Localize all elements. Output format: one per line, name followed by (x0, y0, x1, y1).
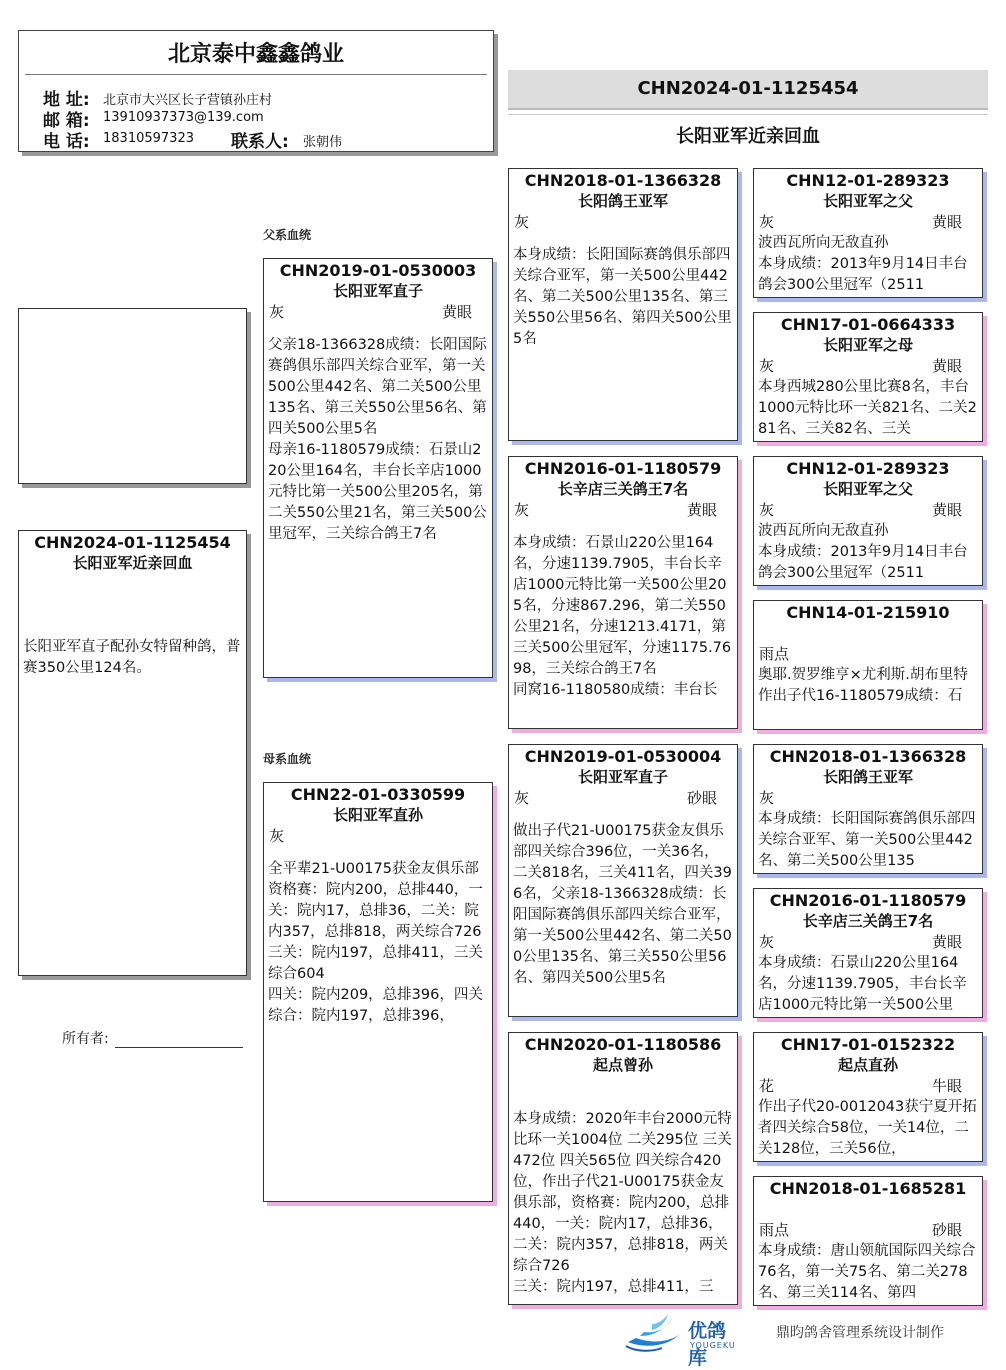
address-label: 地 址: (43, 90, 90, 110)
bird-name: 长阳亚军直孙 (332, 806, 423, 824)
eye-type: 黄眼 (931, 357, 962, 375)
banner-divider (508, 114, 988, 115)
eye-type: 黄眼 (686, 501, 717, 519)
ring-number: CHN2019-01-0530003 (279, 261, 477, 280)
plumage-color: 灰 (514, 213, 530, 231)
breeder-name: 北京泰中鑫鑫鸽业 (167, 42, 344, 67)
ring-number: CHN2020-01-1180586 (524, 1035, 722, 1054)
email-value: 13910937373@139.com (103, 110, 264, 125)
plumage-color: 灰 (759, 789, 775, 807)
eye-type: 黄眼 (441, 303, 472, 321)
bird-name: 长阳亚军直子 (332, 282, 423, 300)
sire-card (263, 258, 493, 678)
bird-name: 起点直孙 (837, 1056, 898, 1074)
youge-logo (622, 1312, 742, 1369)
header-divider (25, 74, 487, 75)
eye-type: 黄眼 (931, 213, 962, 231)
ring-number: CHN2019-01-0530004 (524, 747, 722, 766)
eye-type: 砂眼 (931, 1221, 962, 1239)
great-grandparent-card (753, 600, 983, 730)
plumage-color: 雨点 (759, 1221, 790, 1239)
bird-notes: 全平辈21-U00175获金友俱乐部资格赛：院内200，总排440，一关：院内17，总排36，二关：院内357，总排818，两关综合726 三关：院内197，总排411，三关综合604 四关：院内209，总排396，四关综合：院内197，总排396， (268, 861, 483, 1024)
great-grandparent-card (753, 888, 983, 1018)
bird-name (754, 623, 982, 643)
ring-number: CHN17-01-0152322 (780, 1035, 956, 1054)
ring-number: CHN2018-01-1366328 (769, 747, 967, 766)
bird-notes: 波西瓦所向无敌直孙 本身成绩：2013年9月14日丰台鸽会300公里冠军（2511 (758, 523, 968, 581)
bird-notes: 奥耶.贺罗维亨×尤利斯.胡布里特 作出子代16-1180579成绩：石 (758, 667, 968, 704)
ring-number: CHN22-01-0330599 (290, 785, 466, 804)
plumage-color: 灰 (269, 827, 285, 845)
great-grandparent-card (753, 456, 983, 586)
phone-label: 电 话: (43, 132, 90, 152)
bird-notes: 本身成绩：石景山220公里164名，分速1139.7905，丰台长辛店1000元特比第一关500公里 (758, 955, 967, 1013)
ring-number: CHN2018-01-1685281 (769, 1179, 967, 1198)
great-grandparent-card (753, 744, 983, 874)
grandsire-paternal-card (508, 168, 738, 441)
owner-field (62, 1028, 243, 1048)
eye-type: 砂眼 (686, 789, 717, 807)
plumage-color: 灰 (514, 789, 530, 807)
phone-value: 18310597323 (103, 131, 194, 146)
bird-notes: 本身成绩：石景山220公里164名，分速1139.7905，丰台长辛店1000元特比第一关500公里205名，分速867.296，第二关550公里21名，分速1213.4171，第三关500公里冠军，分速1175.7698，三关综合鸽王7名 同窝16-1180580成绩：丰台长 (513, 535, 732, 698)
bird-name: 长阳亚军近亲回血 (72, 554, 193, 572)
bird-name: 长辛店三关鸽王7名 (802, 912, 934, 930)
bird-notes: 波西瓦所向无敌直孙 本身成绩：2013年9月14日丰台鸽会300公里冠军（2511 (758, 235, 968, 293)
bird-notes: 本身成绩：长阳国际赛鸽俱乐部四关综合亚军，第一关500公里442名、第二关500公里135名、第三关550公里56名、第四关500公里5名 (513, 247, 732, 347)
subject-bird-card (18, 530, 247, 976)
plumage-color: 雨点 (759, 645, 790, 663)
breeder-header (18, 30, 494, 152)
plumage-color: 灰 (514, 501, 530, 519)
bird-swirl-icon (622, 1312, 686, 1354)
great-grandparent-card (753, 1176, 983, 1306)
ring-number: CHN17-01-0664333 (780, 315, 956, 334)
plumage-color: 灰 (269, 303, 285, 321)
plumage-color: 灰 (759, 933, 775, 951)
great-grandparent-card (753, 168, 983, 298)
contact-label: 联系人: (231, 132, 289, 152)
bird-notes: 作出子代20-0012043获宁夏开拓者四关综合58位，一关14位，二关128位，三关56位， (758, 1099, 977, 1157)
ring-number: CHN12-01-289323 (786, 171, 950, 190)
contact-value: 张朝伟 (303, 135, 343, 150)
eye-type: 牛眼 (931, 1077, 962, 1095)
bird-notes: 本身成绩：2020年丰台2000元特比环一关1004位 二关295位 三关472位 四关565位 四关综合420位，作出子代21-U00175获金友俱乐部，资格赛：院内200，总排440，一关：院内17，总排36，二关：院内357，总排818，两关综合726 三关：院内197，总排411，三 (513, 1111, 732, 1295)
dam-card (263, 782, 493, 1202)
pedigree-title: 长阳亚军近亲回血 (676, 126, 820, 147)
bird-name: 长阳鸽王亚军 (577, 192, 668, 210)
plumage-color: 灰 (759, 357, 775, 375)
ring-number: CHN14-01-215910 (786, 603, 950, 622)
bird-name: 长辛店三关鸽王7名 (557, 480, 689, 498)
bird-notes: 本身成绩：唐山领航国际四关综合76名，第一关75名、第二关278名、第三关114名、第四 (758, 1243, 976, 1301)
logo-text: 优鸽库 (688, 1320, 727, 1369)
great-grandparent-card (753, 1032, 983, 1162)
owner-signature-line (115, 1033, 243, 1048)
bird-name: 起点曾孙 (592, 1056, 653, 1074)
bird-name: 长阳亚军之父 (822, 480, 913, 498)
eye-type: 黄眼 (931, 933, 962, 951)
bird-notes: 长阳亚军直子配孙女特留种鸽，普赛350公里124名。 (23, 639, 241, 676)
logo-subtext: YOUGEKU (690, 1341, 736, 1350)
ring-number: CHN2018-01-1366328 (524, 171, 722, 190)
dam-line-label: 母系血统 (263, 752, 312, 766)
plumage-color: 灰 (759, 501, 775, 519)
bird-notes: 做出子代21-U00175获金友俱乐部四关综合396位，一关36名，二关818名，三关411名，四关396名，父亲18-1366328成绩：长阳国际赛鸽俱乐部四关综合亚军，第一关500公里442名、第二关500公里135名、第三关550公里56名、第四关500公里5名 (513, 823, 732, 986)
ring-number: CHN2024-01-1125454 (34, 533, 231, 552)
bird-photo-placeholder (18, 308, 247, 484)
plumage-color: 灰 (759, 213, 775, 231)
granddam-paternal-card (508, 456, 738, 729)
bird-name (754, 1199, 982, 1219)
bird-name: 长阳鸽王亚军 (822, 768, 913, 786)
email-label: 邮 箱: (43, 111, 90, 131)
plumage-color: 花 (759, 1077, 775, 1095)
grandsire-maternal-card (508, 744, 738, 1017)
pedigree-ring-banner: CHN2024-01-1125454 (508, 70, 988, 110)
sire-line-label: 父系血统 (263, 228, 312, 242)
footer-credit: 鼎昀鸽舍管理系统设计制作 (776, 1325, 944, 1341)
great-grandparent-card (753, 312, 983, 442)
ring-number: CHN12-01-289323 (786, 459, 950, 478)
ring-number: CHN2016-01-1180579 (524, 459, 722, 478)
bird-notes: 本身成绩：长阳国际赛鸽俱乐部四关综合亚军、第一关500公里442名、第二关500公里135 (758, 811, 976, 869)
bird-name: 长阳亚军直子 (577, 768, 668, 786)
bird-notes: 父亲18-1366328成绩：长阳国际赛鸽俱乐部四关综合亚军，第一关500公里442名、第二关500公里135名、第三关550公里56名、第四关500公里5名 母亲16-1180579成绩：石景山220公里164名，丰台长辛店1000元特比第一关500公里205名，第二关550公里21名，第三关500公里冠军，三关综合鸽王7名 (268, 337, 487, 542)
ring-number: CHN2016-01-1180579 (769, 891, 967, 910)
owner-label: 所有者: (62, 1031, 109, 1047)
address-value: 北京市大兴区长子营镇孙庄村 (103, 93, 273, 108)
bird-name: 长阳亚军之母 (822, 336, 913, 354)
bird-notes: 本身西城280公里比赛8名，丰台1000元特比环一关821名、二关281名、三关82名、三关 (758, 379, 977, 437)
bird-name: 长阳亚军之父 (822, 192, 913, 210)
eye-type: 黄眼 (931, 501, 962, 519)
granddam-maternal-card (508, 1032, 738, 1305)
